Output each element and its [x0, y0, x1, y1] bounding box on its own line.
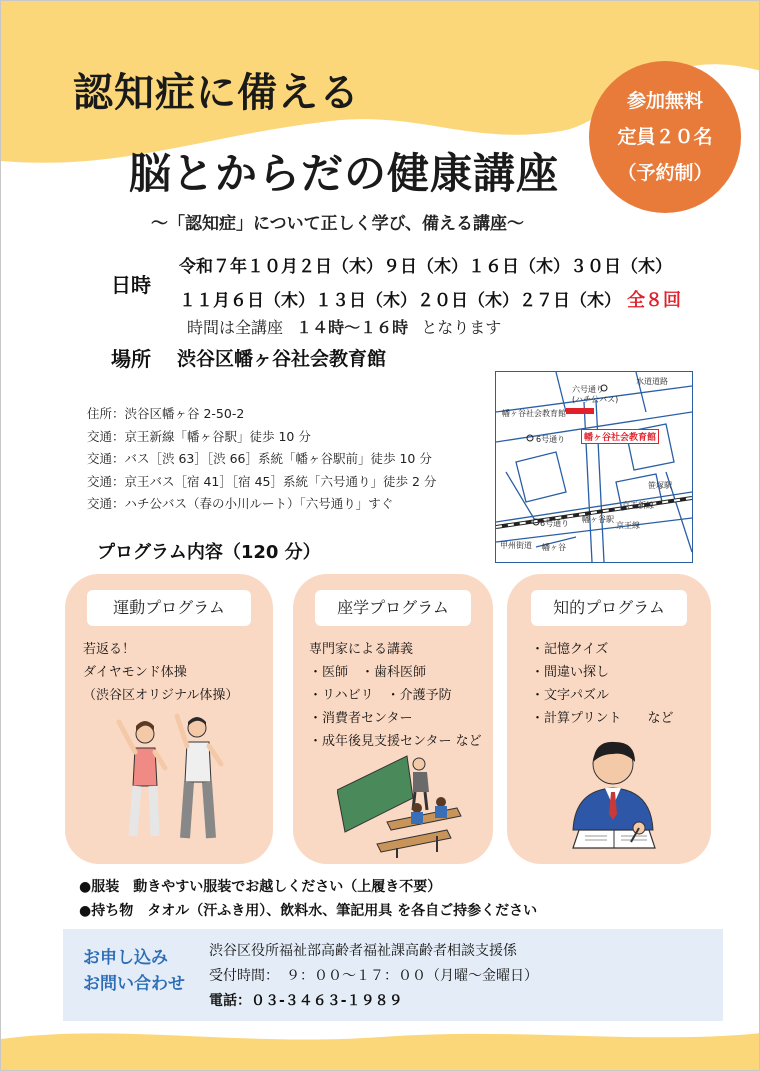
time-prefix: 時間は全講座	[187, 318, 284, 337]
map-label-6gou-2: 6号通り	[540, 519, 570, 528]
session-time	[187, 315, 501, 338]
bottom-wave-decoration	[1, 1025, 760, 1070]
contact-heading-line-1: お申し込み	[83, 948, 168, 968]
cognitive-line-3: ・文字パズル	[531, 688, 610, 703]
time-value: １４時～１６時	[296, 318, 409, 337]
cognitive-line-2: ・間違い探し	[531, 665, 610, 680]
venue-label: 場所	[111, 347, 151, 371]
lecture-program-card	[293, 574, 493, 864]
subtitle: ～「認知症」について正しく学び、備える講座～	[151, 214, 524, 234]
exercise-program-heading: 運動プログラム	[87, 590, 251, 626]
lecture-program-text	[309, 638, 482, 753]
map-label-keio-new-line: 京王新線	[622, 501, 654, 510]
exercise-line-2: ダイヤモンド体操	[83, 665, 187, 680]
cognitive-program-heading: 知的プログラム	[531, 590, 687, 626]
time-suffix: となります	[421, 318, 502, 337]
access-bus-1: 交通：バス［渋 63］［渋 66］系統「幡ヶ谷駅前」徒歩 10 分	[87, 451, 432, 466]
map-label-suido-road: 水道道路	[636, 377, 668, 386]
stretching-people-illustration	[103, 708, 243, 848]
exercise-line-3: （渋谷区オリジナル体操）	[83, 688, 239, 703]
badge-line-3: （予約制）	[617, 162, 713, 184]
map-label-sasazuka: 笹塚駅	[648, 481, 672, 490]
free-capacity-badge	[589, 61, 741, 213]
schedule-dates-line-1: 令和７年１０月２日（木）９日（木）１６日（木）３０日（木）	[179, 257, 672, 277]
map-label-keio-line: 京王線	[616, 521, 640, 530]
lecture-line-5: ・成年後見支援センター など	[309, 734, 482, 749]
contact-heading-line-2: お問い合わせ	[83, 974, 185, 994]
map-label-6gou-1: 6号通り	[536, 435, 566, 444]
cognitive-program-card	[507, 574, 711, 864]
contact-phone[interactable]: 電話：０３-３４６３-１９８９	[209, 993, 403, 1009]
map-label-hall: 幡ヶ谷社会教育館	[502, 409, 566, 418]
venue-name: 渋谷区幡ヶ谷社会教育館	[177, 348, 387, 370]
exercise-program-text	[83, 638, 238, 707]
lecture-line-4: ・消費者センター	[309, 711, 413, 726]
schedule-dates-line-2: １１月６日（木）１３日（木）２０日（木）２７日（木）	[179, 291, 621, 311]
exercise-program-card	[65, 574, 273, 864]
contact-details	[209, 939, 538, 1014]
exercise-line-1: 若返る！	[83, 642, 136, 657]
cognitive-line-4: ・計算プリント など	[531, 711, 674, 726]
contact-box	[63, 929, 723, 1021]
venue-map	[495, 371, 693, 563]
notes	[79, 875, 537, 923]
note-clothing: ●服装 動きやすい服装でお越しください（上履き不要）	[79, 879, 442, 895]
map-label-hatagaya: 幡ヶ谷	[542, 543, 566, 552]
lecture-line-2: ・医師 ・歯科医師	[309, 665, 427, 680]
lecture-program-heading: 座学プログラム	[315, 590, 471, 626]
lecture-line-3: ・リハビリ ・介護予防	[309, 688, 452, 703]
contact-hours: 受付時間： ９：００～１７：００（月曜～金曜日）	[209, 968, 538, 984]
badge-line-1: 参加無料	[626, 90, 703, 112]
lecture-line-1: 専門家による講義	[309, 642, 414, 657]
access-info	[87, 403, 436, 516]
total-sessions: 全８回	[627, 290, 681, 311]
map-label-koshu-kaido: 甲州街道	[500, 541, 532, 550]
map-label-hatagaya-station: 幡ヶ谷駅	[582, 515, 614, 524]
cognitive-program-text	[531, 638, 673, 730]
access-bus-2: 交通：京王バス［宿 41］［宿 45］系統「六号通り」徒歩 2 分	[87, 473, 437, 489]
cognitive-line-1: ・記憶クイズ	[531, 642, 609, 657]
contact-heading	[83, 945, 185, 997]
map-venue-label: 幡ヶ谷社会教育館	[581, 429, 659, 444]
classroom-illustration	[337, 752, 487, 860]
access-bus-3: 交通：ハチ公バス（春の小川ルート）「六号通り」すぐ	[87, 496, 394, 511]
studying-man-illustration	[559, 734, 669, 858]
map-label-hachiko-bus: (ハチ公バス)	[572, 395, 619, 404]
contact-office: 渋谷区役所福祉部高齢者福祉課高齢者相談支援係	[209, 943, 517, 959]
access-train: 交通：京王新線「幡ヶ谷駅」徒歩 10 分	[87, 428, 311, 444]
title-line-1: 認知症に備える	[73, 70, 360, 116]
access-address: 住所：渋谷区幡ヶ谷 2-50-2	[87, 406, 245, 421]
note-belongings: ●持ち物 タオル（汗ふき用）、飲料水、筆記用具 を各自ご持参ください	[79, 903, 538, 919]
map-label-route6: 六号通り	[572, 385, 604, 394]
schedule-label: 日時	[111, 273, 151, 297]
program-title: プログラム内容（120 分）	[97, 542, 321, 563]
badge-line-2: 定員２０名	[617, 126, 713, 148]
title-line-2: 脳とからだの健康講座	[129, 149, 560, 198]
